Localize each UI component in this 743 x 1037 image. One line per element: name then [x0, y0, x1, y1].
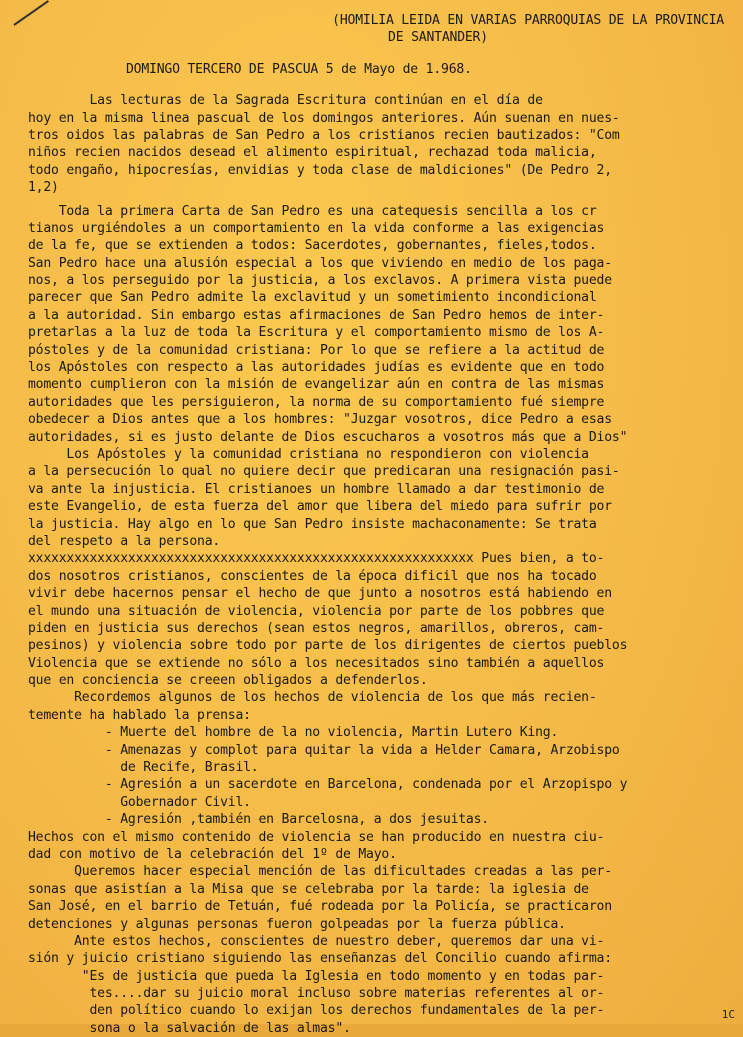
text-line: sión y juicio cristiano siguiendo las enseñanzas del Concilio cuando afirma:	[28, 951, 612, 967]
text-line: nos, a los perseguido por la justicia, a los exclavos. A primera vista puede	[28, 273, 612, 289]
text-line: 1,2)	[28, 180, 59, 196]
text-line: del respeto a la persona.	[28, 533, 221, 549]
text-line: Queremos hacer especial mención de las dificultades creadas a las per-	[28, 864, 612, 880]
text-line: tes....dar su juicio moral incluso sobre materias referentes al or-	[28, 986, 605, 1002]
text-line: este Evangelio, de esta fuerza del amor que libera del miedo para sufrir por	[28, 499, 612, 515]
text-line: dos nosotros cristianos, conscientes de la época dificil que nos ha tocado	[28, 568, 597, 584]
text-line: la justicia. Hay algo en lo que San Pedro insiste machaconamente: Se trata	[28, 516, 597, 532]
text-line: póstoles y de la comunidad cristiana: Por lo que se refiere a la actitud de	[28, 342, 605, 358]
text-line: parecer que San Pedro admite la exclavitud y un sometimiento incondicional	[28, 290, 597, 306]
text-line: - Agresión ,también en Barcelosna, a dos jesuitas.	[28, 812, 489, 828]
text-line: a la persecución lo qual no quiere decir que predicaran una resignación pasi-	[28, 464, 620, 480]
text-line: de la fe, que se extienden a todos: Sacerdotes, gobernantes, fieles,todos.	[28, 238, 597, 254]
text-line: que en conciencia se creeen obligados a defenderlos.	[28, 673, 428, 689]
text-line: tros oidos las palabras de San Pedro a los cristianos recien bautizados: "Com	[28, 127, 620, 143]
text-line: - Agresión a un sacerdote en Barcelona, condenada por el Arzopispo y	[28, 777, 628, 793]
text-line: Hechos con el mismo contenido de violencia se han producido en nuestra ciu-	[28, 829, 605, 845]
text-line: Las lecturas de la Sagrada Escritura continúan en el día de	[28, 93, 543, 109]
text-line: autoridades que les persiguieron, la norma de su comportamiento fué siempre	[28, 394, 605, 410]
text-line: temente ha hablado la prensa:	[28, 707, 251, 723]
text-line: pesinos) y violencia sobre todo por parte de los dirigentes de ciertos pueblos	[28, 638, 628, 654]
text-line: Toda la primera Carta de San Pedro es una catequesis sencilla a los cr	[28, 203, 597, 219]
edge-mark: 1C	[721, 1008, 735, 1021]
text-line: detenciones y algunas personas fueron golpeadas por la fuerza pública.	[28, 916, 566, 932]
text-line: - Muerte del hombre de la no violencia, Martin Lutero King.	[28, 725, 559, 741]
text-line: sonas que asistían a la Misa que se celebraba por la tarde: la iglesia de	[28, 881, 589, 897]
text-line: San Pedro hace una alusión especial a los que viviendo en medio de los paga-	[28, 255, 612, 271]
text-line: a la autoridad. Sin embargo estas afirmaciones de San Pedro hemos de inter-	[28, 307, 605, 323]
text-line: den político cuando lo exijan los derechos fundamentales de la per-	[28, 1003, 605, 1019]
text-line: momento cumplieron con la misión de evangelizar aún en contra de las mismas	[28, 377, 605, 393]
text-line: de Recife, Brasil.	[28, 760, 259, 776]
text-line: autoridades, si es justo delante de Dios escucharos a vosotros más que a Dios"	[28, 429, 628, 445]
text-line: piden en justicia sus derechos (sean estos negros, amarillos, obreros, cam-	[28, 620, 605, 636]
body-paragraphs	[28, 92, 728, 1037]
text-line: - Amenazas y complot para quitar la vida a Helder Camara, Arzobispo	[28, 742, 620, 758]
header-line-2: DE SANTANDER)	[388, 30, 488, 46]
text-line: Violencia que se extiende no sólo a los necesitados sino también a aquellos	[28, 655, 605, 671]
text-line: pretarlas a la luz de toda la Escritura y el comportamiento mismo de los A-	[28, 325, 605, 341]
text-line: niños recien nacidos desead el alimento espiritual, rechazad toda malicia,	[28, 145, 597, 161]
text-line: vivir debe hacernos pensar el hecho de que junto a nosotros está habiendo en	[28, 586, 612, 602]
text-line: sona o la salvación de las almas".	[28, 1020, 351, 1036]
text-line: tianos urgiéndoles a un comportamiento en la vida conforme a las exigencias	[28, 220, 605, 236]
text-line: va ante la injusticia. El cristianoes un hombre llamado a dar testimonio de	[28, 481, 605, 497]
text-line: xxxxxxxxxxxxxxxxxxxxxxxxxxxxxxxxxxxxxxxxxxxxxxxxxxxxxxxxxx Pues bien, a to-	[28, 551, 605, 567]
text-line: Los Apóstoles y la comunidad cristiana no respondieron con violencia	[28, 446, 589, 462]
text-line: los Apóstoles con respecto a las autoridades judías es evidente que en todo	[28, 360, 605, 376]
text-line: hoy en la misma linea pascual de los domingos anteriores. Aún suenan en nues-	[28, 110, 620, 126]
text-line: San José, en el barrio de Tetuán, fué rodeada por la Policía, se practicaron	[28, 899, 612, 915]
text-line: todo engaño, hipocresías, envidias y toda clase de maldiciones" (De Pedro 2,	[28, 162, 612, 178]
text-line: dad con motivo de la celebración del 1º de Mayo.	[28, 846, 397, 862]
text-line: Ante estos hechos, conscientes de nuestro deber, queremos dar una vi-	[28, 933, 605, 949]
homily-text	[28, 12, 728, 1037]
header-line-1: (HOMILIA LEIDA EN VARIAS PARROQUIAS DE LA PROVINCIA	[332, 13, 724, 28]
date-heading: DOMINGO TERCERO DE PASCUA 5 de Mayo de 1.968.	[126, 61, 472, 77]
text-line: el mundo una situación de violencia, violencia por parte de los pobbres que	[28, 603, 605, 619]
text-line: obedecer a Dios antes que a los hombres: "Juzgar vosotros, dice Pedro a esas	[28, 412, 612, 428]
text-line: Recordemos algunos de los hechos de violencia de los que más recien-	[28, 690, 597, 706]
text-line: "Es de justicia que pueda la Iglesia en todo momento y en todas par-	[28, 968, 605, 984]
text-line: Gobernador Civil.	[28, 794, 251, 810]
